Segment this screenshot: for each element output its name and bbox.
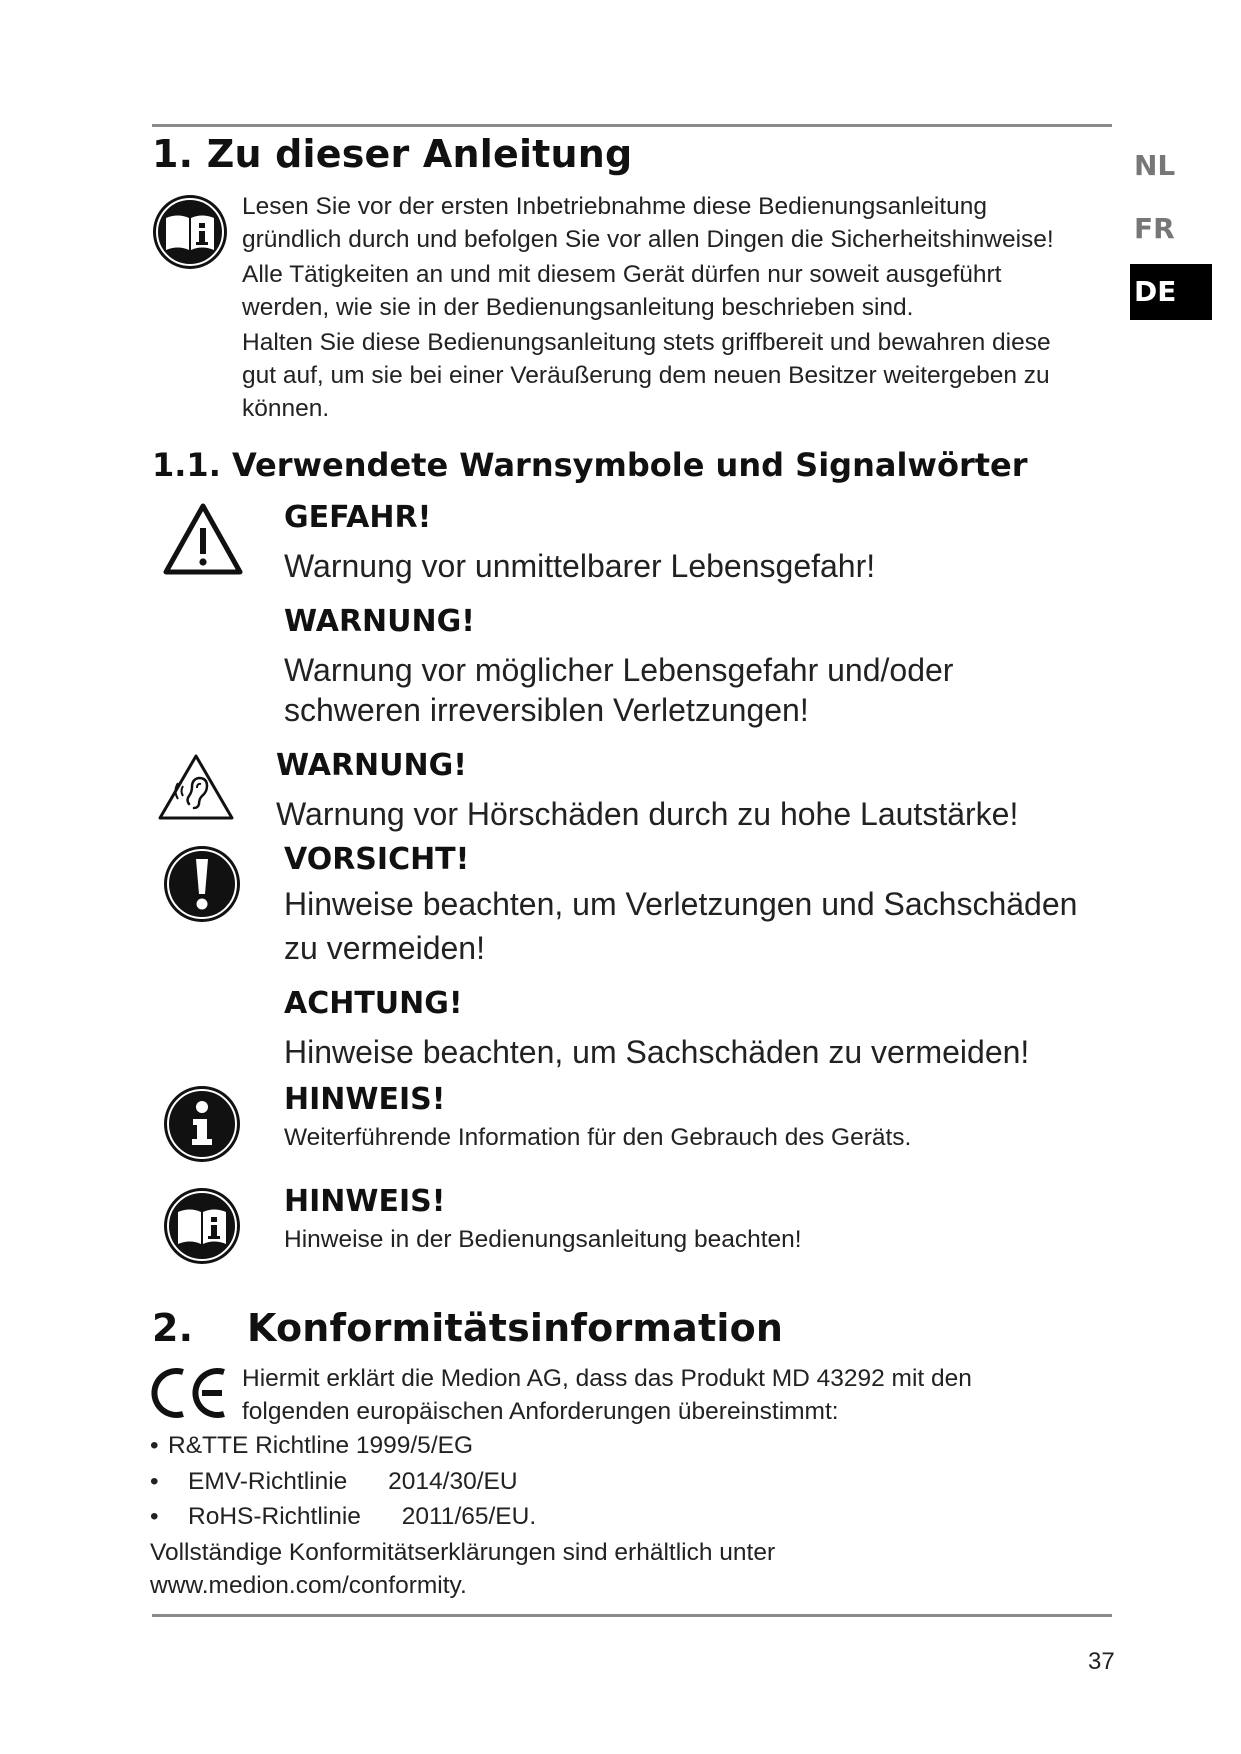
- warnung-text-line: schweren irreversiblen Verletzungen!: [284, 692, 809, 728]
- hinweis-text: Weiterführende Information für den Gebrauch des Geräts.: [284, 1124, 912, 1151]
- top-rule: [152, 124, 1112, 127]
- manual-book-icon: [150, 192, 230, 277]
- gefahr-label: GEFAHR!: [284, 500, 432, 535]
- exclamation-circle-icon: [162, 844, 242, 929]
- ce-mark-icon: [150, 1366, 230, 1425]
- bullet-dot: •: [150, 1503, 159, 1530]
- warnung-hearing-label: WARNUNG!: [276, 748, 467, 783]
- section-2-title: 2. Konformitätsinformation: [152, 1306, 784, 1350]
- page-number: 37: [1088, 1648, 1115, 1675]
- paragraph-line: Alle Tätigkeiten an und mit diesem Gerät dürfen nur soweit ausgeführt: [242, 261, 1002, 288]
- achtung-label: ACHTUNG!: [284, 986, 463, 1021]
- paragraph-line: Lesen Sie vor der ersten Inbetriebnahme diese Bedienungsanleitung: [242, 193, 988, 220]
- hinweis-manual-label: HINWEIS!: [284, 1184, 446, 1219]
- paragraph-line: können.: [242, 395, 330, 422]
- warnung-label: WARNUNG!: [284, 604, 475, 639]
- paragraph-line: gut auf, um sie bei einer Veräußerung dem neuen Besitzer weitergeben zu: [242, 362, 1050, 389]
- language-tab-nl[interactable]: NL: [1134, 149, 1176, 182]
- directive-item: RoHS-Richtlinie 2011/65/EU.: [188, 1503, 537, 1530]
- achtung-text: Hinweise beachten, um Sachschäden zu vermeiden!: [284, 1034, 1030, 1070]
- warnung-text-line: Warnung vor möglicher Lebensgefahr und/oder: [284, 652, 954, 688]
- intro-line: folgenden europäischen Anforderungen übereinstimmt:: [242, 1398, 839, 1425]
- section-1-title: 1. Zu dieser Anleitung: [152, 132, 633, 176]
- warning-triangle-icon: [162, 502, 244, 581]
- warnung-hearing-text: Warnung vor Hörschäden durch zu hohe Lautstärke!: [276, 796, 1019, 832]
- vorsicht-text: [284, 882, 1077, 970]
- section-1-1-title: 1.1. Verwendete Warnsymbole und Signalwörter: [152, 446, 1028, 484]
- hinweis-manual-text: Hinweise in der Bedienungsanleitung beachten!: [284, 1226, 802, 1253]
- conformity-intro: [242, 1362, 972, 1428]
- closing-line: Vollständige Konformitätserklärungen sind erhältlich unter: [150, 1539, 776, 1566]
- bullet-dot: •: [150, 1468, 159, 1495]
- vorsicht-text-line: zu vermeiden!: [284, 930, 485, 966]
- vorsicht-text-line: Hinweise beachten, um Verletzungen und Sachschäden: [284, 886, 1078, 922]
- language-tab-fr[interactable]: FR: [1134, 212, 1175, 245]
- info-circle-icon: [162, 1084, 242, 1169]
- warnung-text: [284, 648, 953, 732]
- hearing-damage-icon: [156, 752, 236, 827]
- directive-item: R&TTE Richtline 1999/5/EG: [168, 1432, 474, 1459]
- gefahr-text: Warnung vor unmittelbarer Lebensgefahr!: [284, 548, 876, 584]
- hinweis-label: HINWEIS!: [284, 1082, 446, 1117]
- paragraph-line: gründlich durch und befolgen Sie vor allen Dingen die Sicherheitshinweise!: [242, 226, 1054, 253]
- section-1-paragraph: [242, 190, 1054, 425]
- conformity-link[interactable]: www.medion.com/conformity.: [150, 1572, 467, 1599]
- vorsicht-label: VORSICHT!: [284, 842, 470, 877]
- paragraph-line: werden, wie sie in der Bedienungsanleitung beschrieben sind.: [242, 294, 914, 321]
- manual-book-icon: [162, 1186, 242, 1271]
- conformity-closing: [150, 1536, 775, 1602]
- paragraph-line: Halten Sie diese Bedienungsanleitung stets griffbereit und bewahren diese: [242, 329, 1051, 356]
- language-tab-de[interactable]: DE: [1130, 264, 1212, 320]
- bullet-dot: •: [150, 1432, 159, 1459]
- intro-line: Hiermit erklärt die Medion AG, dass das Produkt MD 43292 mit den: [242, 1365, 972, 1392]
- directive-item: EMV-Richtlinie 2014/30/EU: [188, 1468, 518, 1495]
- bottom-rule: [152, 1614, 1112, 1617]
